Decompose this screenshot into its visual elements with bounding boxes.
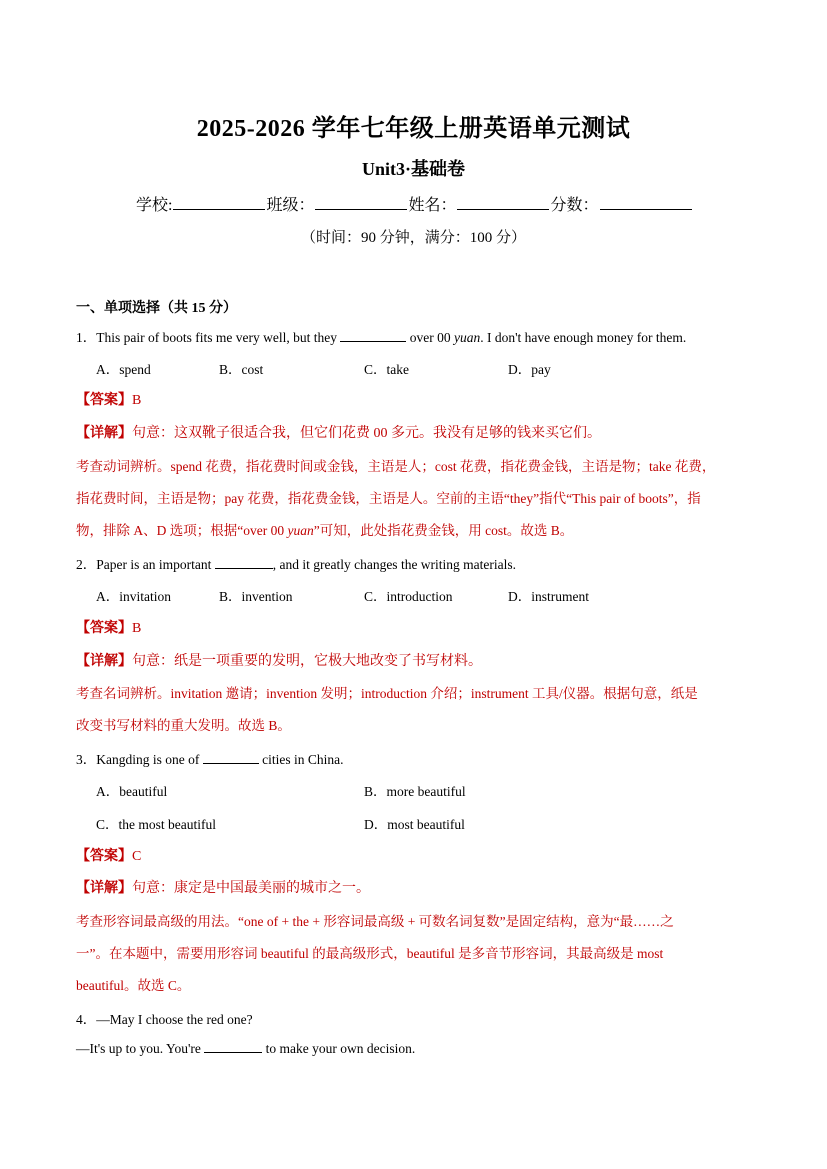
detail-label: 【详解】	[76, 426, 132, 441]
answer-line	[76, 389, 141, 409]
stem-text: —May I choose the red one?	[96, 1012, 253, 1027]
school-blank	[173, 195, 265, 210]
option-a: A．beautiful	[96, 784, 168, 799]
answer-label: 【答案】	[76, 393, 132, 408]
time-note: （时间：90 分钟，满分：100 分）	[300, 230, 526, 246]
question-4-stem	[76, 1008, 253, 1028]
answer-label: 【答案】	[76, 849, 132, 864]
option-a: A．invitation	[96, 589, 171, 604]
option-d: D．pay	[508, 362, 551, 377]
question-4-line2	[76, 1040, 415, 1057]
explanation-text: ”可知，此处指花费金钱，用 cost。故选 B。	[313, 523, 574, 538]
stem-text: over 00	[409, 330, 451, 345]
stem-text: Kangding is one of	[96, 752, 200, 767]
answer-value: B	[132, 621, 142, 636]
detail-line	[76, 650, 482, 670]
explanation-line	[76, 519, 573, 539]
explanation-text: 物，排除 A、D 选项；根据“over 00	[76, 523, 288, 538]
question-3-stem	[76, 748, 343, 768]
name-blank	[457, 195, 549, 210]
detail-text: 句意：康定是中国最美丽的城市之一。	[132, 881, 370, 896]
school-label: 学校:	[136, 197, 173, 214]
option-a: A．spend	[96, 362, 151, 377]
answer-label: 【答案】	[76, 621, 132, 636]
explanation-line: 考查动词辨析。spend 花费，指花费时间或金钱，主语是人；cost 花费，指花费金钱，主语是物；take 花费，	[76, 459, 716, 474]
stem-italic: yuan	[453, 330, 481, 345]
stem-text: to make your own decision.	[265, 1041, 416, 1056]
exam-title: 2025-2026 学年七年级上册英语单元测试	[196, 116, 631, 142]
score-blank	[600, 195, 692, 210]
option-c: C．take	[364, 362, 409, 377]
explanation-line: 一”。在本题中，需要用形容词 beautiful 的最高级形式，beautiful 是多音节形容词，其最高级是 most	[76, 946, 664, 961]
answer-line	[76, 845, 141, 865]
option-d: D．most beautiful	[364, 817, 465, 832]
detail-text: 句意：纸是一项重要的发明，它极大地改变了书写材料。	[132, 654, 482, 669]
detail-text: 句意：这双靴子很适合我，但它们花费 00 多元。我没有足够的钱来买它们。	[132, 426, 601, 441]
option-c: C．the most beautiful	[96, 817, 216, 832]
question-1-stem	[76, 326, 686, 346]
explanation-italic: yuan	[287, 523, 314, 538]
exam-subtitle: Unit3·基础卷	[361, 159, 465, 179]
stem-text: —It's up to you. You're	[76, 1041, 201, 1056]
stem-text: . I don't have enough money for them.	[480, 330, 687, 345]
student-info-line	[136, 192, 736, 215]
class-label: 班级：	[266, 197, 315, 214]
option-b: B．more beautiful	[364, 784, 466, 799]
stem-text: cities in China.	[262, 752, 344, 767]
answer-blank	[204, 1040, 262, 1053]
option-b: B．invention	[219, 589, 293, 604]
question-number: 1．	[76, 330, 97, 345]
detail-line	[76, 422, 601, 442]
option-b: B．cost	[219, 362, 264, 377]
detail-label: 【详解】	[76, 654, 132, 669]
explanation-line: beautiful。故选 C。	[76, 978, 191, 993]
stem-text: Paper is an important	[96, 557, 212, 572]
detail-line	[76, 877, 370, 897]
answer-blank	[340, 329, 406, 342]
score-label: 分数：	[550, 197, 599, 214]
answer-blank	[215, 556, 273, 569]
explanation-line: 指花费时间，主语是物；pay 花费，指花费金钱，主语是人。空前的主语“they”指代“This pair of boots”，指	[76, 491, 701, 506]
explanation-line: 考查形容词最高级的用法。“one of + the + 形容词最高级 + 可数名词复数”是固定结构，意为“最……之	[76, 914, 674, 929]
class-blank	[315, 195, 407, 210]
detail-label: 【详解】	[76, 881, 132, 896]
name-label: 姓名：	[408, 197, 457, 214]
option-d: D．instrument	[508, 589, 589, 604]
answer-line	[76, 617, 141, 637]
question-number: 2．	[76, 557, 97, 572]
question-number: 3．	[76, 752, 97, 767]
answer-value: C	[132, 849, 142, 864]
answer-blank	[203, 751, 259, 764]
question-number: 4．	[76, 1012, 97, 1027]
explanation-line: 改变书写材料的重大发明。故选 B。	[76, 718, 291, 733]
option-c: C．introduction	[364, 589, 453, 604]
stem-text: , and it greatly changes the writing materials.	[272, 557, 517, 572]
section-title: 一、单项选择（共 15 分）	[76, 301, 237, 316]
stem-text: This pair of boots fits me very well, but they	[96, 330, 337, 345]
explanation-line: 考查名词辨析。invitation 邀请；invention 发明；introduction 介绍；instrument 工具/仪器。根据句意，纸是	[76, 686, 698, 701]
answer-value: B	[132, 393, 142, 408]
question-2-stem	[76, 553, 516, 573]
